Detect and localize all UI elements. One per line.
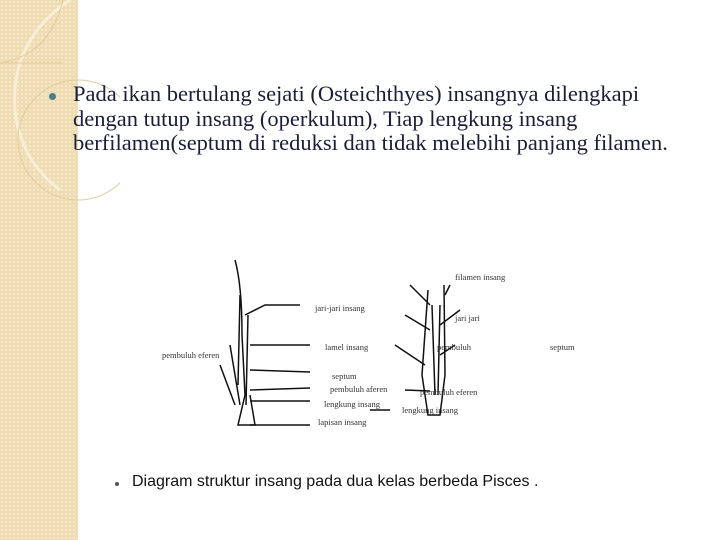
label-jari-jari-insang: jari-jari insang: [315, 303, 365, 313]
label-lamel-insang: lamel insang: [325, 342, 369, 352]
label-lengkung-insang-right: lengkung insang: [402, 405, 458, 415]
slide-paragraph: Pada ikan bertulang sejati (Osteichthyes) insangnya dilengkapi dengan tutup insang (operkulum), Tiap lengkung insang berfilamen(septum di reduksi dan tidak melebihi panjang filamen.: [73, 81, 668, 155]
label-septum-right: septum: [550, 342, 575, 352]
label-lengkung-insang-left: lengkung insang: [324, 399, 380, 409]
label-pembuluh-aferen: pembuluh aferen: [330, 384, 388, 394]
figure-caption: Diagram struktur insang pada dua kelas berbeda Pisces .: [132, 473, 539, 490]
label-pembuluh-eferen-left: pembuluh eferen: [162, 350, 220, 360]
label-pembuluh: pembuluh: [437, 342, 471, 352]
label-filamen-insang: filamen insang: [455, 272, 506, 282]
bullet-icon: [49, 93, 56, 100]
label-pembuluh-eferen-right: pembuluh eferen: [420, 387, 478, 397]
label-lapisan-insang: lapisan insang: [318, 417, 367, 427]
caption-bullet-icon: [115, 482, 119, 486]
label-septum-left: septum: [332, 371, 357, 381]
gill-diagram: [150, 255, 590, 435]
label-jari-jari: jari jari: [455, 313, 480, 323]
